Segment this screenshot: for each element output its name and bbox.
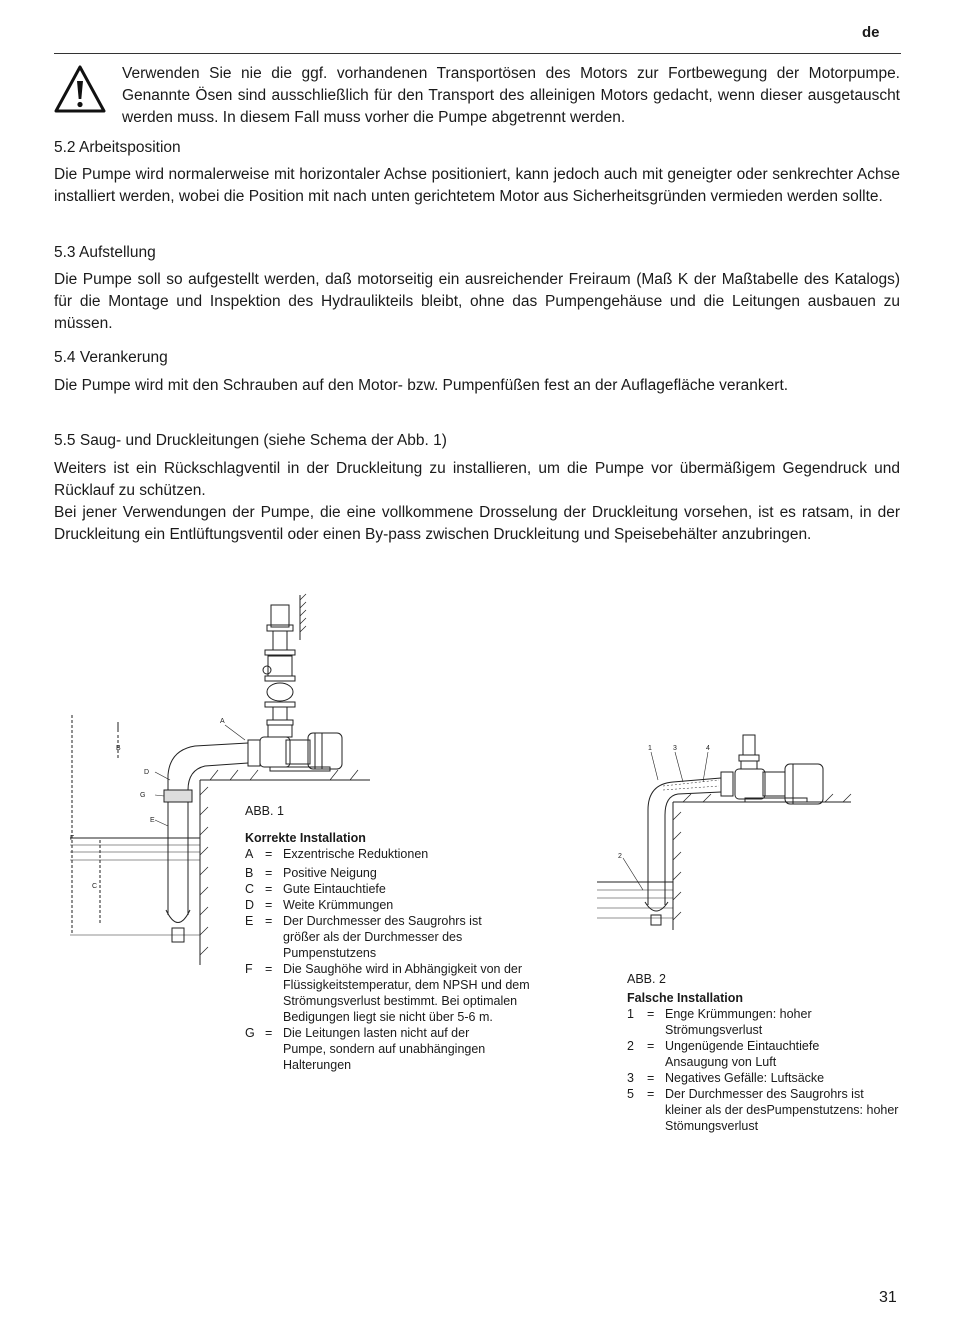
- legend-key: 3: [627, 1071, 634, 1085]
- fig1-label: E: [150, 817, 155, 824]
- warning-text: Verwenden Sie nie die ggf. vorhandenen Transportösen des Motors zur Fortbewegung der Motorpumpe. Genannte Ösen sind ausschließlich für den Transport des alleinigen Motors gedacht, wenn dieser ausgetauscht werden muss. In diesem Fall muss vorher die Pumpe abgetrennt werden.: [122, 65, 900, 126]
- legend-key: 2: [627, 1039, 634, 1053]
- legend-key: F: [245, 962, 253, 976]
- paragraph: Weiters ist ein Rückschlagventil in der Druckleitung zu installieren, um die Pumpe vor übermäßigem Gegendruck und Rücklauf zu schützen.: [54, 460, 900, 499]
- section-text-5-5: [54, 458, 900, 546]
- equals-sign: =: [647, 1039, 655, 1053]
- fig2-label: 3: [673, 745, 677, 752]
- fig1-label: F: [70, 835, 75, 842]
- fig2-label: 2: [618, 853, 622, 860]
- legend-item: [627, 1086, 907, 1134]
- header-rule: [54, 53, 901, 54]
- legend-key: A: [245, 847, 254, 861]
- legend-key: B: [245, 866, 254, 880]
- section-heading-5-3: 5.3 Aufstellung: [54, 244, 156, 261]
- fig1-label: D: [144, 769, 150, 776]
- page-number: 31: [879, 1289, 897, 1306]
- legend-item: [245, 1025, 555, 1073]
- legend-key: G: [245, 1026, 255, 1040]
- legend-item: [245, 846, 555, 862]
- legend-value: Negatives Gefälle: Luftsäcke: [665, 1071, 825, 1085]
- figure-1-title: Korrekte Installation: [245, 831, 366, 845]
- section-heading-5-4: 5.4 Verankerung: [54, 349, 168, 366]
- equals-sign: =: [647, 1087, 655, 1101]
- section-text-5-2: [54, 164, 900, 208]
- legend-value: Die Saughöhe wird in Abhängigkeit von der Flüssigkeitstemperatur, dem NPSH und dem Strömungsverlust bestimmt. Bei optimalen Bedigungen liegt sie nicht über 5-6 m.: [283, 962, 530, 1024]
- legend-value: Gute Eintauchtiefe: [283, 882, 386, 896]
- legend-item: [245, 913, 555, 961]
- legend-item: [627, 1038, 907, 1070]
- legend-value: Weite Krümmungen: [283, 898, 394, 912]
- equals-sign: =: [265, 898, 273, 912]
- legend-value: Positive Neigung: [283, 866, 377, 880]
- figure-1-label: ABB. 1: [245, 804, 284, 818]
- equals-sign: =: [647, 1007, 655, 1021]
- figure-1-caption: [245, 803, 555, 1073]
- legend-item: [245, 881, 555, 897]
- equals-sign: =: [265, 882, 273, 896]
- legend-item: [245, 961, 555, 1025]
- fig2-label: 4: [706, 745, 710, 752]
- equals-sign: =: [265, 1026, 273, 1040]
- legend-value: Enge Krümmungen: hoher Strömungsverlust: [665, 1007, 812, 1037]
- legend-value: Der Durchmesser des Saugrohrs ist größer als der Durchmesser des Pumpenstutzens: [283, 914, 482, 960]
- section-heading-5-5: 5.5 Saug- und Druckleitungen (siehe Schema der Abb. 1): [54, 432, 447, 449]
- equals-sign: =: [265, 866, 273, 880]
- legend-value: Der Durchmesser des Saugrohrs ist kleiner als der desPumpenstutzens: hoher Stömungsverlust: [665, 1087, 899, 1133]
- section-heading-5-2: 5.2 Arbeitsposition: [54, 139, 181, 156]
- legend-key: 5: [627, 1087, 634, 1101]
- legend-item: [245, 897, 555, 913]
- legend-key: 1: [627, 1007, 634, 1021]
- legend-key: C: [245, 882, 255, 896]
- legend-key: D: [245, 898, 255, 912]
- equals-sign: =: [647, 1071, 655, 1085]
- paragraph: Die Pumpe wird normalerweise mit horizontaler Achse positioniert, kann jedoch auch mit geneigter oder senkrechter Achse installiert werden, wobei die Position mit nach unten gerichtetem Motor aus Sicherheitsgründen vermieden werden sollte.: [54, 166, 900, 205]
- legend-item: [627, 1070, 907, 1086]
- fig1-label: B: [116, 745, 121, 752]
- legend-value: Die Leitungen lasten nicht auf der Pumpe, sondern auf unabhängingen Halterungen: [283, 1026, 486, 1072]
- language-tag: de: [862, 24, 880, 41]
- equals-sign: =: [265, 962, 273, 976]
- paragraph: Die Pumpe wird mit den Schrauben auf den Motor- bzw. Pumpenfüßen fest an der Auflagefläche verankert.: [54, 377, 789, 394]
- legend-item: [627, 1006, 907, 1038]
- legend-value: Exzentrische Reduktionen: [283, 847, 429, 861]
- fig1-label: G: [140, 792, 146, 799]
- fig1-label: A: [220, 718, 225, 725]
- figure-2-title: Falsche Installation: [627, 991, 744, 1005]
- paragraph: Die Pumpe soll so aufgestellt werden, daß motorseitig ein ausreichender Freiraum (Maß K der Maßtabelle des Katalogs) für die Montage und Inspektion des Hydraulikteils bleibt, ohne das Pumpengehäuse und die Leitungen ausbauen zu müssen.: [54, 271, 900, 332]
- figure-2-caption: [627, 971, 907, 1134]
- figure-2-label: ABB. 2: [627, 972, 666, 986]
- section-text-5-4: [54, 375, 900, 397]
- equals-sign: =: [265, 914, 273, 928]
- equals-sign: =: [265, 847, 273, 861]
- legend-value: Ungenügende Eintauchtiefe Ansaugung von Luft: [665, 1039, 820, 1069]
- legend-item: [245, 865, 555, 881]
- section-text-5-3: [54, 269, 900, 335]
- fig1-label: C: [92, 883, 98, 890]
- paragraph: Bei jener Verwendungen der Pumpe, die eine vollkommene Drosselung der Druckleitung vorsehen, ist es ratsam, in der Druckleitung ein Entlüftungsventil oder einen By-pass zwischen Druckleitung und Speisebehälter anzubringen.: [54, 504, 900, 543]
- legend-key: E: [245, 914, 254, 928]
- fig2-label: 1: [648, 745, 652, 752]
- warning-triangle-icon: [53, 64, 107, 114]
- figure-wrong-installation: [593, 730, 863, 935]
